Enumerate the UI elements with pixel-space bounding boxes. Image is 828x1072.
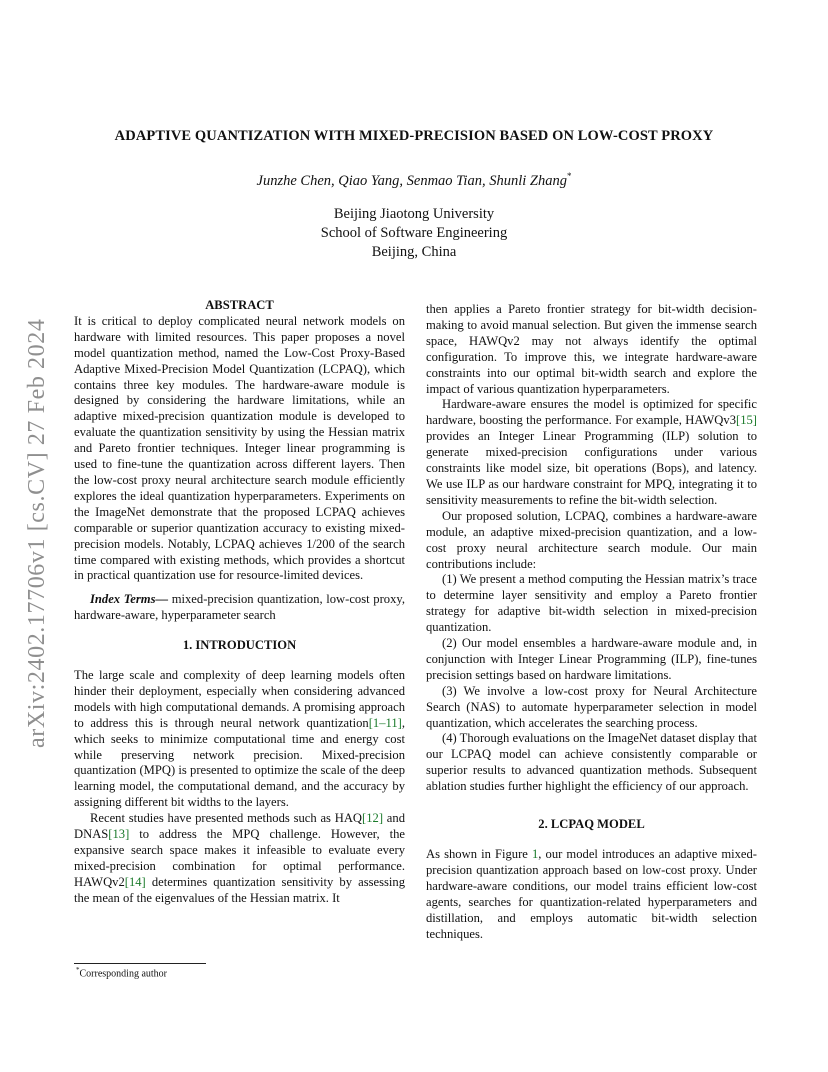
footnote — [76, 966, 167, 979]
corresponding-mark: * — [566, 171, 572, 181]
right-column — [426, 302, 757, 942]
section2-paragraph — [426, 847, 757, 942]
intro-p2-text-c: to address the MPQ challenge. However, the expansive search space makes it infeasible to evaluate every mixed-precision combination for optimal performance. HAWQv2 — [74, 827, 405, 889]
contribution-2: (2) Our model ensembles a hardware-aware module and, in conjunction with Integer Linear Programming (ILP), fine-tunes precision settings based on hardware limitations. — [426, 636, 757, 682]
sec2-text-b: , our model introduces an adaptive mixed-precision quantization approach based on low-cost proxy. Under hardware-aware conditions, our model trains efficient low-cost agents, searches for quantization-related hyperparameters and distillation, and employs automatic bit-width selection techniques. — [426, 847, 757, 941]
citation-link[interactable]: [1–11] — [368, 715, 402, 730]
contribution-1: (1) We present a method computing the Hessian matrix’s trace to determine layer sensitivity and employ a Pareto frontier strategy for adaptive bit-width selection in mixed-precision quantization. — [426, 572, 757, 635]
citation-link[interactable]: [13] — [108, 827, 130, 842]
author-list — [60, 171, 768, 190]
paper-title: ADAPTIVE QUANTIZATION WITH MIXED-PRECISION BASED ON LOW-COST PROXY — [114, 128, 714, 144]
index-terms — [74, 592, 405, 624]
authors-text: Junzhe Chen, Qiao Yang, Senmao Tian, Shunli Zhang — [256, 172, 567, 189]
right-paragraph-2 — [426, 397, 757, 508]
footnote-rule — [74, 963, 206, 964]
contribution-3: (3) We involve a low-cost proxy for Neural Architecture Search (NAS) to automate hyperparameter selection in model quantization, which accelerates the searching process. — [426, 683, 757, 730]
intro-p2-text-b: and DNAS — [74, 811, 405, 842]
right-p2-text-a: Hardware-aware ensures the model is optimized for specific hardware, boosting the performance. For example, HAWQv3 — [426, 397, 757, 428]
left-column — [74, 298, 405, 907]
affiliation-school: School of Software Engineering — [320, 225, 508, 241]
right-paragraph-3: Our proposed solution, LCPAQ, combines a hardware-aware module, an adaptive mixed-precision quantization, and a low-cost proxy neural architecture search module. Our main contributions include: — [426, 508, 757, 571]
affiliation-university: Beijing Jiaotong University — [333, 206, 495, 222]
contribution-4: (4) Thorough evaluations on the ImageNet dataset display that our LCPAQ model can achieve consistently comparable or superior results to advanced quantization methods. Subsequent ablation studies further highlight the efficiency of our approach. — [426, 731, 757, 794]
footnote-text: Corresponding author — [79, 968, 167, 980]
abstract-heading: ABSTRACT — [205, 298, 274, 312]
intro-heading: 1. INTRODUCTION — [182, 638, 297, 653]
intro-p1-text-b: , which seeks to minimize computational time and energy cost while preserving network precision. Mixed-precision quantization (MPQ) is presented to optimize the scale of the deep learning model, the computational demand, and the accuracy by assigning different bit widths to the layers. — [74, 715, 405, 810]
right-p2-text-b: provides an Integer Linear Programming (ILP) solution to generate mixed-precision configurations under various constraints like model size, bit operations (Bops), and latency. We use ILP as our hardware constraint for MPQ, integrating it to sensitivity measurements to refine the bit-width selection. — [426, 429, 757, 507]
intro-paragraph-2 — [74, 811, 405, 906]
sec2-text-a: As shown in Figure — [426, 847, 532, 861]
section2-heading: 2. LCPAQ MODEL — [538, 817, 645, 832]
intro-p2-text-d: determines quantization sensitivity by assessing the mean of the eigenvalues of the Hessian matrix. It — [74, 874, 405, 905]
footnote-mark: * — [76, 966, 80, 974]
arxiv-id: arXiv:2402.17706v1 [cs.CV] 27 Feb 2024 — [24, 318, 50, 748]
intro-paragraph-1 — [74, 668, 405, 811]
arxiv-stamp — [14, 278, 54, 758]
citation-link[interactable]: [14] — [124, 874, 146, 889]
intro-p1-text-a: The large scale and complexity of deep learning models often hinder their deployment, especially when considering advanced models with high computational demands. A promising approach to address this is through neural network quantization — [74, 668, 405, 730]
affiliation-city: Beijing, China — [371, 244, 457, 260]
citation-link[interactable]: [12] — [362, 811, 384, 826]
index-terms-text: mixed-precision quantization, low-cost proxy, hardware-aware, hyperparameter search — [74, 592, 405, 623]
intro-p2-text-a: Recent studies have presented methods such as HAQ — [90, 811, 363, 826]
citation-link[interactable]: [15] — [736, 413, 757, 428]
abstract-text: It is critical to deploy complicated neural network models on hardware with limited resources. This paper proposes a novel model quantization method, named the Low-Cost Proxy-Based Adaptive Mixed-Precision Model Quantization (LCPAQ), which contains three key modules. The hardware-aware module is designed by considering the hardware limitations, while an adaptive mixed-precision quantization module is developed to evaluate the quantization sensitivity by using the Hessian matrix and Pareto frontier techniques. Integer linear programming is used to fine-tune the quantization across different layers. Then the low-cost proxy neural architecture search module efficiently explores the ideal quantization hyperparameters. Experiments on the ImageNet demonstrate that the proposed LCPAQ achieves comparable or superior quantization accuracy to existing mixed-precision models. Notably, LCPAQ achieves 1/200 of the search time compared with existing methods, which provides a shortcut in practical quantization use for resource-limited devices. — [74, 313, 405, 583]
figure-link[interactable]: 1 — [531, 847, 539, 861]
index-terms-label: Index Terms— — [90, 592, 169, 607]
right-paragraph-1: then applies a Pareto frontier strategy for bit-width decision-making to avoid manual selection. But given the immense search space, HAWQv2 may not always identify the optimal configuration. To improve this, we integrate hardware-aware constraints into our optimal bit-width search and explore the impact of various quantization hyperparameters. — [426, 302, 757, 396]
